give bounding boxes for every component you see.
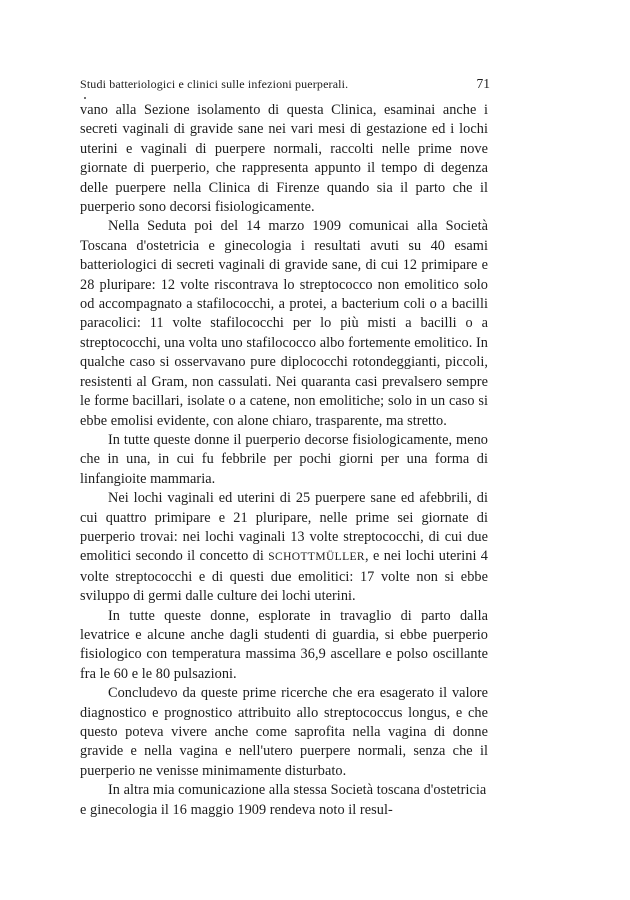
paragraph-4 — [80, 489, 488, 606]
paragraph-2 — [80, 217, 488, 430]
paragraph-5-text: In tutte queste donne, esplorate in travaglio di parto dalla levatrice e alcune anche dagli studenti di guardia, si ebbe puerperio fisiologico con temperatura massima 36,9 ascellare e polso oscillante fra le 60 e le 80 pulsazioni. — [80, 607, 488, 682]
paragraph-1-text: vano alla Sezione isolamento di questa Clinica, esaminai anche i secreti vaginali di gravide sane nei vari mesi di gestazione ed i lochi uterini e vaginali di puerpere normali, raccolti nelle prime nove giornate di puerperio, che rappresenta appunto il tempo di degenza delle puerpere nella Clinica di Firenze quando sia il parto che il puerperio sono decorsi fisiologicamente. — [80, 102, 488, 216]
print-speck — [84, 97, 86, 99]
paragraph-1 — [80, 101, 488, 217]
paragraph-4-text-start: Nei lochi vaginali ed uterini di 25 puerpere sane ed afebbrili, di cui quattro primipare e 21 pluripare, nelle prime sei giornate di puerperio trovai: nei lochi vaginali 13 volte streptococchi, di cui due emolitici secondo il concetto di — [80, 490, 488, 565]
running-header — [80, 76, 490, 92]
paragraph-7-text: In altra mia comunicazione alla stessa Società toscana d'ostetricia e ginecologia il 16 maggio 1909 rendeva noto il resul- — [80, 782, 487, 818]
paragraph-3 — [80, 431, 488, 489]
paragraph-3-text: In tutte queste donne il puerperio decorse fisiologicamente, meno che in una, in cui fu febbrile per pochi giorni per una forma di linfangioite mammaria. — [80, 431, 488, 487]
paragraph-6 — [80, 684, 488, 781]
paragraph-6-text: Concludevo da queste prime ricerche che era esagerato il valore diagnostico e prognostico attribuito allo streptococcus longus, e che questo poteva vivere anche come saprofita nella vagina di donne gravide e nella vagina e nell'utero puerpere normali, senza che il puerperio ne venisse minimamente disturbato. — [80, 685, 488, 779]
paragraph-2-text: Nella Seduta poi del 14 marzo 1909 comunicai alla Società Toscana d'ostetricia e ginecologia i resultati avuti su 40 esami batteriologici di secreti vaginali di gravide sane, di cui 12 primipare e 28 pluripare: 12 volte riscontrava lo streptococco non emolitico solo od accompagnato a stafilococchi, a protei, a bacterium coli o a bacilli paracolici: 11 volte stafilococchi per lo più misti a bacilli o a streptococchi, una volta uno stafilococco albo fortemente emolitico. In qualche caso si osservavano pure diplococchi rotondeggianti, piccoli, resistenti al Gram, non cassulati. Nei quaranta casi prevalsero sempre le forme bacillari, isolate o a catene, non emolitiche; solo in un caso si ebbe emolisi evidente, con alone chiaro, trasparente, ma stretto. — [80, 218, 488, 429]
author-name-small-caps: SCHOTTMÜLLER — [268, 551, 366, 564]
paragraph-5 — [80, 607, 488, 685]
page-number: 71 — [476, 76, 490, 91]
running-title: Studi batteriologici e clinici sulle infezioni puerperali. — [80, 77, 349, 91]
paragraph-4-text-end: , e nei lochi uterini 4 volte streptococchi e di questi due emolitici: 17 volte non si ebbe sviluppo di germi dalle culture dei lochi uterini. — [80, 548, 488, 605]
paragraph-7 — [80, 781, 488, 820]
body-text — [80, 101, 488, 820]
